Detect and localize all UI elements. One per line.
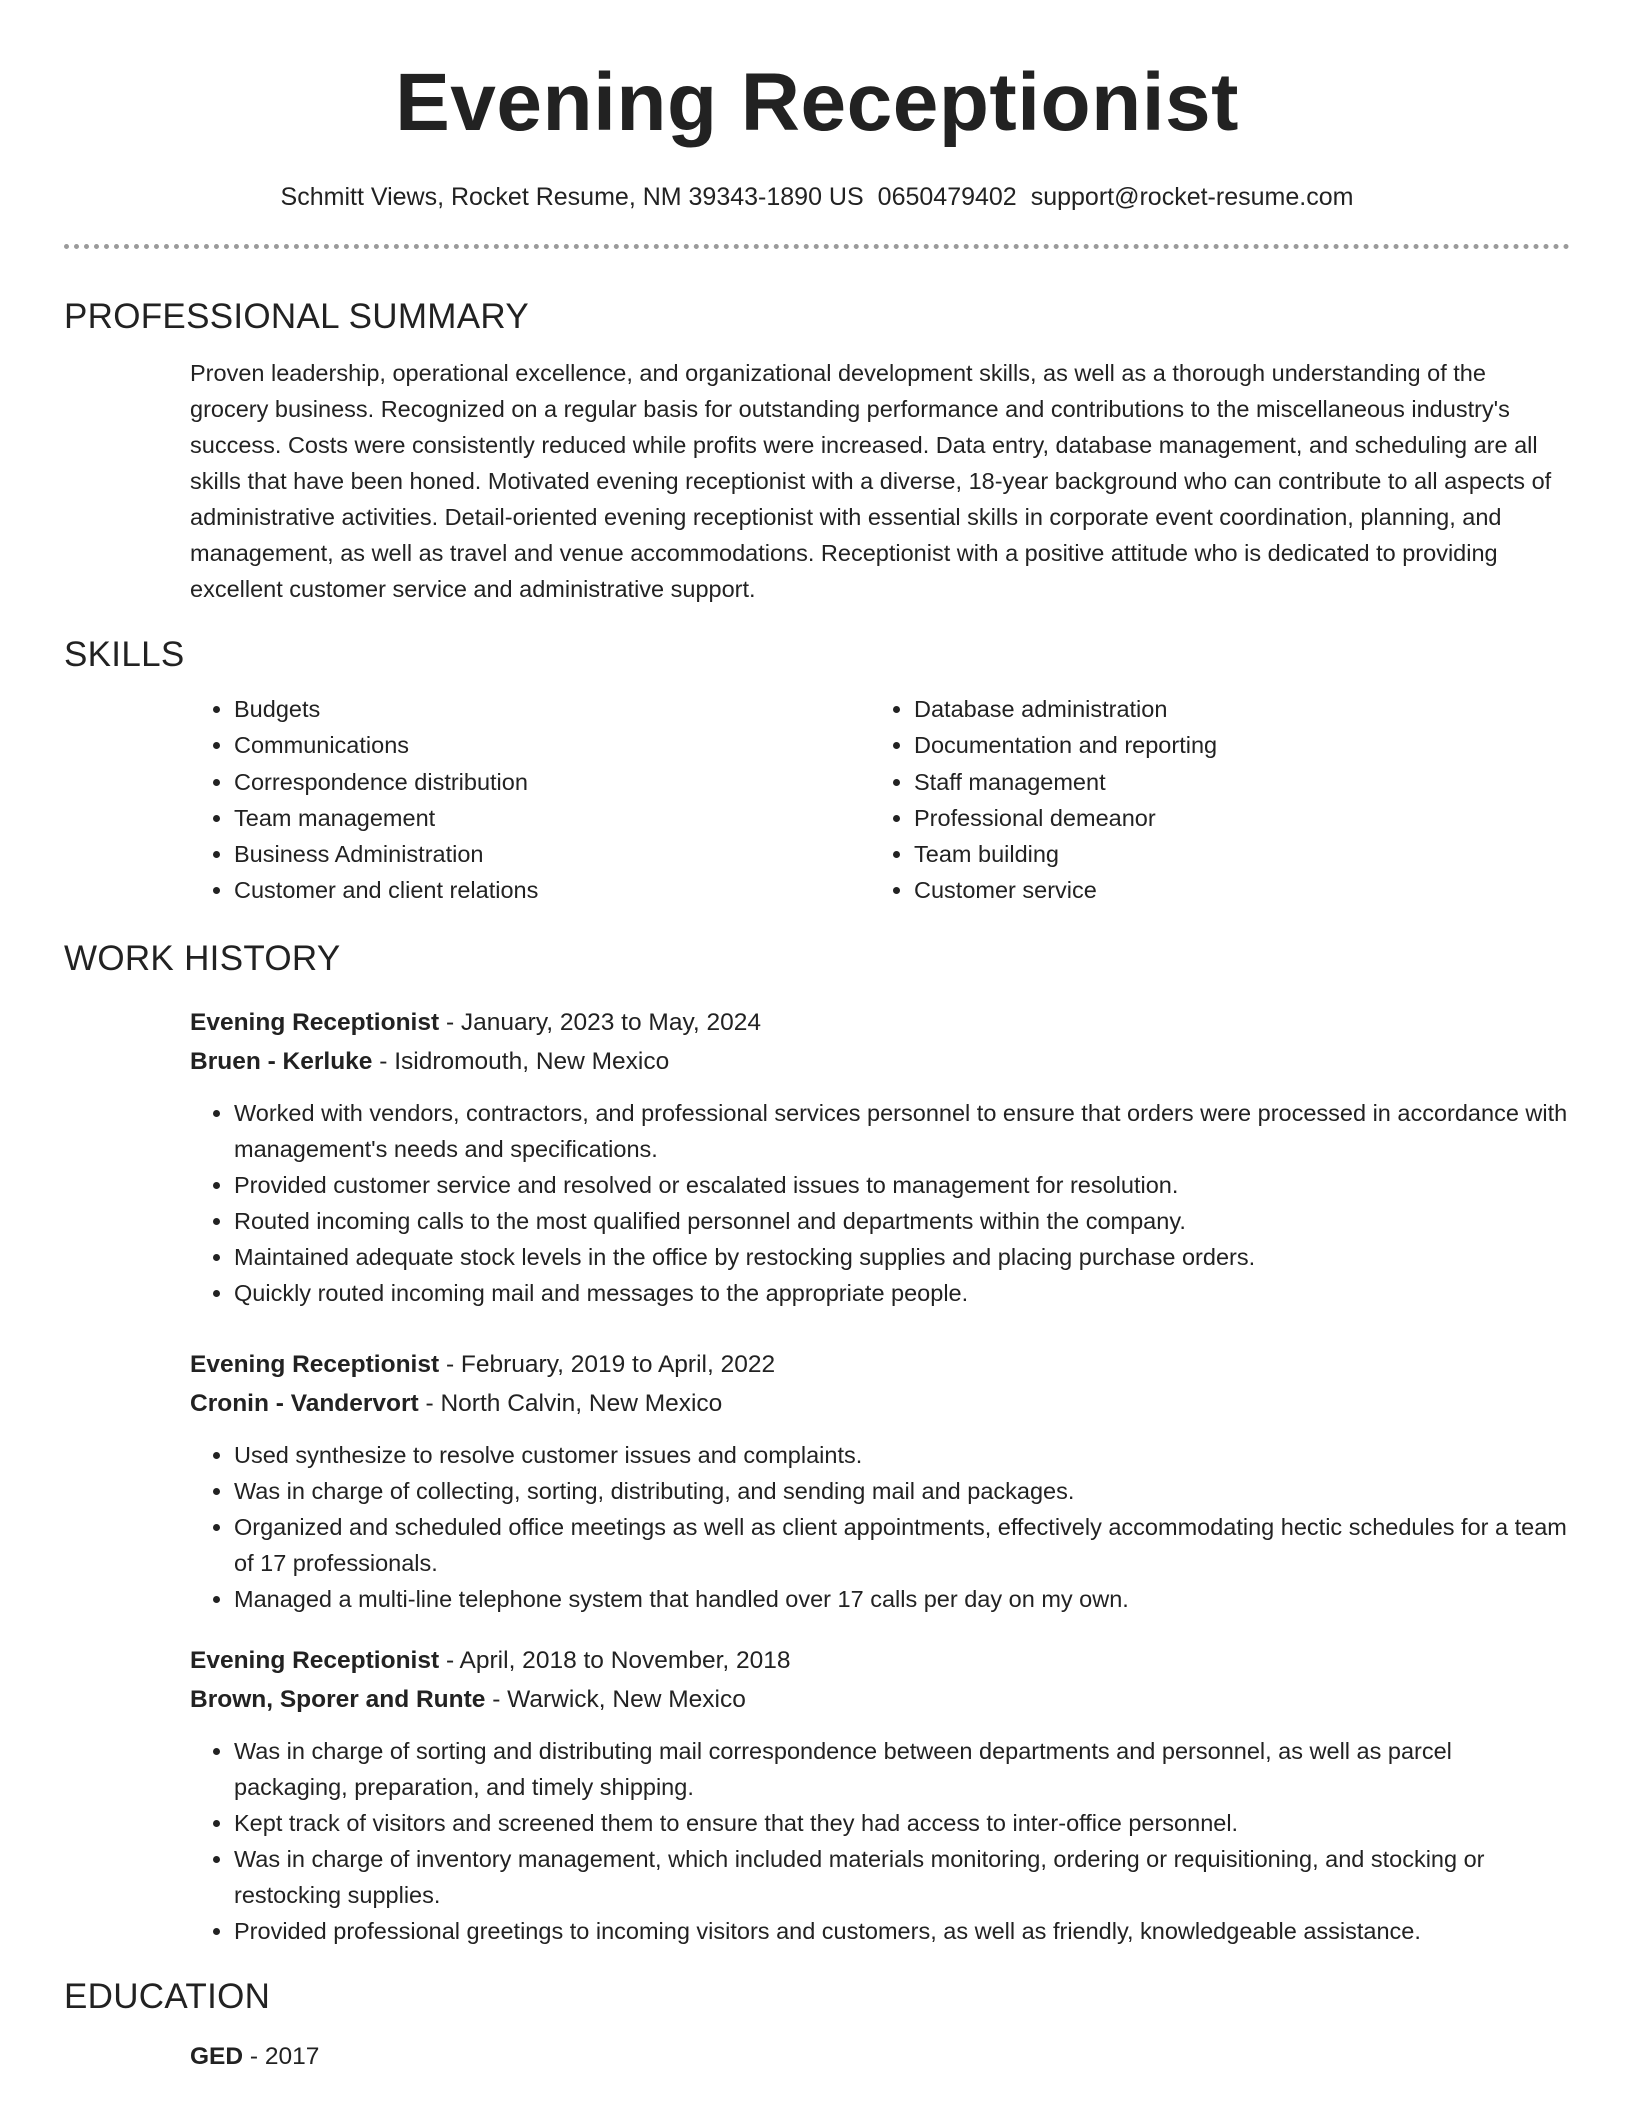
job-duty: • Was in charge of inventory management, which included materials monitoring, ordering or requisitioning, and stocking or restocking supplies. <box>234 1841 1570 1913</box>
job-dates: - April, 2018 to November, 2018 <box>439 1646 791 1674</box>
job-duty: • Was in charge of sorting and distributing mail correspondence between departments and personnel, as well as parcel packaging, preparation, and timely shipping. <box>234 1733 1570 1805</box>
job-duty: • Maintained adequate stock levels in the office by restocking supplies and placing purchase orders. <box>234 1239 1570 1275</box>
job-duties <box>190 1733 1570 1949</box>
job-duty: • Quickly routed incoming mail and messages to the appropriate people. <box>234 1275 1570 1311</box>
job-duty: • Organized and scheduled office meetings as well as client appointments, effectively accommodating hectic schedules for a team of 17 professionals. <box>234 1509 1570 1581</box>
job-company: Bruen - Kerluke <box>190 1047 373 1075</box>
job-company-line <box>190 1384 1570 1423</box>
section-title-skills: SKILLS <box>64 635 185 674</box>
skill-item: • Customer and client relations <box>234 872 870 908</box>
skill-item: • Documentation and reporting <box>914 727 1217 763</box>
job-entry <box>190 1641 1570 1949</box>
job-title-line <box>190 1003 1570 1042</box>
skills-column-right <box>870 691 1217 909</box>
section-title-summary: PROFESSIONAL SUMMARY <box>64 297 529 336</box>
contact-address: Schmitt Views, Rocket Resume, NM 39343-1890 US <box>280 183 864 211</box>
section-title-education: EDUCATION <box>64 1976 271 2016</box>
contact-email: support@rocket-resume.com <box>1030 183 1354 211</box>
summary-text: Proven leadership, operational excellence, and organizational development skills, as well as a thorough understanding of the grocery business. Recognized on a regular basis for outstanding performance and contributions to the miscellaneous industry's success. Costs were consistently reduced while profits were increased. Data entry, database management, and scheduling are all skills that have been honed. Motivated evening receptionist with a diverse, 18-year background who can contribute to all aspects of administrative activities. Detail-oriented evening receptionist with essential skills in corporate event coordination, planning, and management, as well as travel and venue accommodations. Receptionist with a positive attitude who is dedicated to providing excellent customer service and administrative support. <box>190 360 1552 602</box>
job-duty: • Used synthesize to resolve customer issues and complaints. <box>234 1437 1570 1473</box>
section-title-work-history: WORK HISTORY <box>64 938 341 978</box>
education-degree: GED <box>190 2042 244 2070</box>
job-duty: • Provided customer service and resolved or escalated issues to management for resolution. <box>234 1167 1570 1203</box>
job-company-line <box>190 1042 1570 1081</box>
skill-item: • Staff management <box>914 764 1217 800</box>
skill-item: • Team building <box>914 836 1217 872</box>
contact-line <box>64 180 1570 214</box>
job-dates: - January, 2023 to May, 2024 <box>439 1008 762 1036</box>
job-entry <box>190 1345 1570 1617</box>
skill-item: • Database administration <box>914 691 1217 727</box>
job-location: - North Calvin, New Mexico <box>418 1389 723 1417</box>
job-company: Brown, Sporer and Runte <box>190 1685 486 1713</box>
resume-page <box>64 0 1570 2075</box>
job-role: Evening Receptionist <box>190 1008 440 1036</box>
job-dates: - February, 2019 to April, 2022 <box>439 1350 776 1378</box>
education-entry <box>190 2039 1570 2075</box>
job-company: Cronin - Vandervort <box>190 1389 419 1417</box>
skills-list <box>190 691 1570 909</box>
contact-phone: 0650479402 <box>877 183 1017 211</box>
skill-item: • Team management <box>234 800 870 836</box>
skill-item: • Correspondence distribution <box>234 764 870 800</box>
job-title-line <box>190 1345 1570 1384</box>
job-role: Evening Receptionist <box>190 1350 440 1378</box>
job-company-line <box>190 1680 1570 1719</box>
job-duty: • Routed incoming calls to the most qualified personnel and departments within the company. <box>234 1203 1570 1239</box>
skills-column-left <box>190 691 870 909</box>
skill-item: • Communications <box>234 727 870 763</box>
job-duty: • Kept track of visitors and screened them to ensure that they had access to inter-office personnel. <box>234 1805 1570 1841</box>
job-role: Evening Receptionist <box>190 1646 440 1674</box>
header-divider <box>64 244 1570 249</box>
job-duty: • Was in charge of collecting, sorting, distributing, and sending mail and packages. <box>234 1473 1570 1509</box>
skill-item: • Budgets <box>234 691 870 727</box>
job-entry <box>190 1003 1570 1311</box>
job-location: - Warwick, New Mexico <box>485 1685 746 1713</box>
job-duty: • Managed a multi-line telephone system that handled over 17 calls per day on my own. <box>234 1581 1570 1617</box>
job-duty: • Worked with vendors, contractors, and professional services personnel to ensure that orders were processed in accordance with management's needs and specifications. <box>234 1095 1570 1167</box>
resume-name: Evening Receptionist <box>395 57 1239 148</box>
job-duty: • Provided professional greetings to incoming visitors and customers, as well as friendly, knowledgeable assistance. <box>234 1913 1570 1949</box>
skill-item: • Business Administration <box>234 836 870 872</box>
job-title-line <box>190 1641 1570 1680</box>
education-year: - 2017 <box>243 2042 320 2070</box>
skill-item: • Professional demeanor <box>914 800 1217 836</box>
job-duties <box>190 1095 1570 1311</box>
job-location: - Isidromouth, New Mexico <box>372 1047 670 1075</box>
job-duties <box>190 1437 1570 1617</box>
skill-item: • Customer service <box>914 872 1217 908</box>
